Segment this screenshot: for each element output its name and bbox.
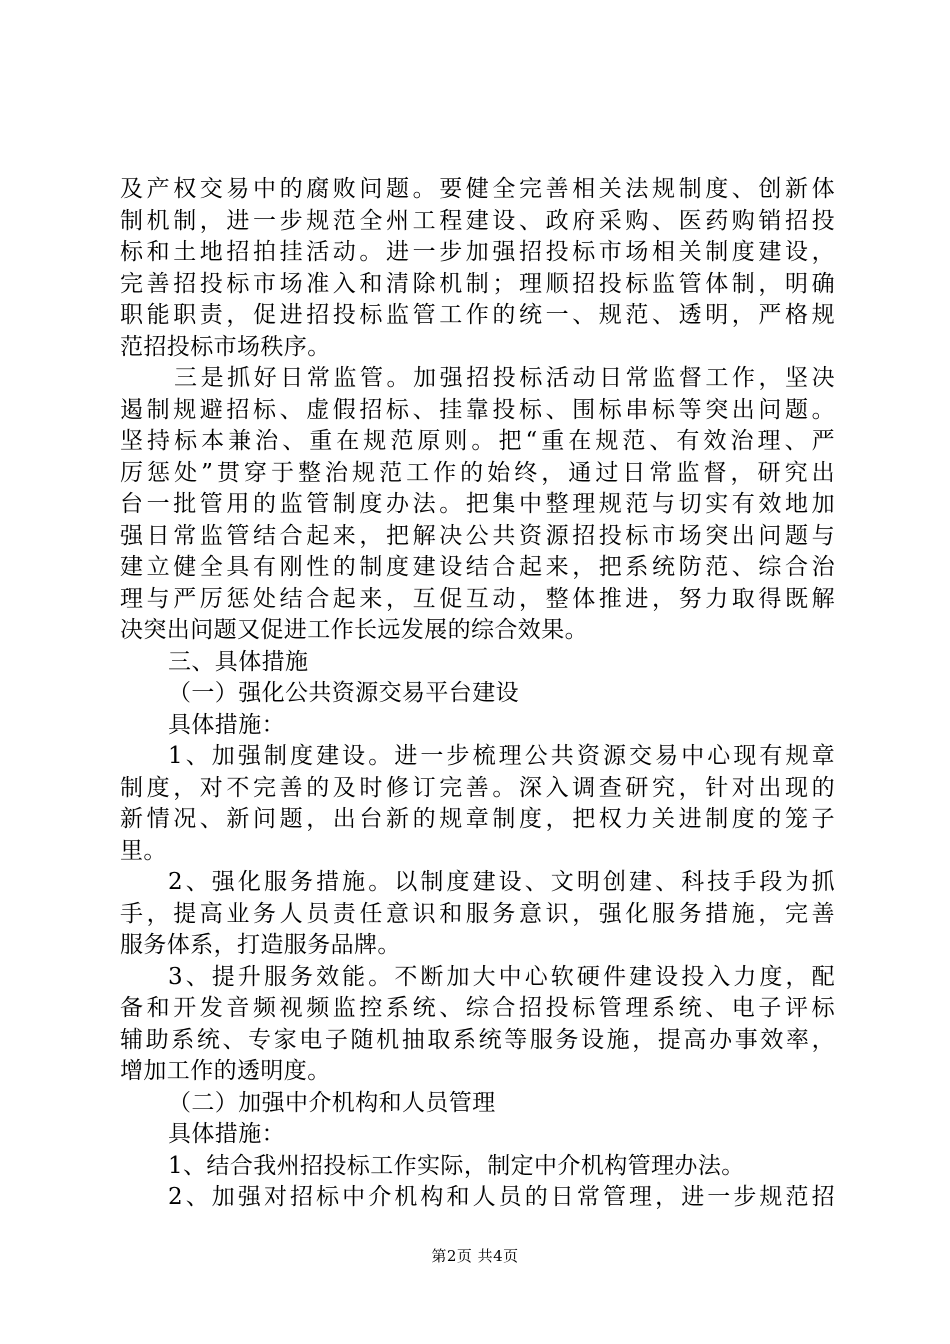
text-line: 3、提升服务效能。不断加大中心软硬件建设投入力度，配 <box>168 963 835 990</box>
text-line: 制度，对不完善的及时修订完善。深入调查研究，针对出现的 <box>120 774 835 801</box>
text-line: 服务体系，打造服务品牌。 <box>120 932 401 958</box>
text-line: 具体措施： <box>168 711 285 738</box>
text-line: 台一批管用的监管制度办法。把集中整理规范与切实有效地加 <box>120 491 835 517</box>
text-line: 里。 <box>120 837 167 864</box>
text-line: 三、具体措施 <box>168 648 309 675</box>
text-line: 范招投标市场秩序。 <box>120 333 331 360</box>
text-line: 制机制，进一步规范全州工程建设、政府采购、医药购销招投 <box>120 207 835 234</box>
text-line: 手，提高业务人员责任意识和服务意识，强化服务措施，完善 <box>120 900 835 927</box>
text-line: 1、结合我州招投标工作实际，制定中介机构管理办法。 <box>168 1152 745 1179</box>
text-line: 强日常监管结合起来，把解决公共资源招投标市场突出问题与 <box>120 522 835 549</box>
text-line: 1、加强制度建设。进一步梳理公共资源交易中心现有规章 <box>168 743 835 769</box>
text-line: 遏制规避招标、虚假招标、挂靠投标、围标串标等突出问题。 <box>120 396 835 423</box>
text-line: 完善招投标市场准入和清除机制；理顺招投标监管体制，明确 <box>120 270 835 297</box>
text-line: 2、加强对招标中介机构和人员的日常管理，进一步规范招 <box>168 1184 835 1210</box>
text-line: 职能职责，促进招投标监管工作的统一、规范、透明，严格规 <box>120 302 835 328</box>
text-line: 坚持标本兼治、重在规范原则。把“重在规范、有效治理、严 <box>120 428 835 454</box>
text-line: 2、强化服务措施。以制度建设、文明创建、科技手段为抓 <box>168 869 835 895</box>
text-line: 厉惩处”贯穿于整治规范工作的始终，通过日常监督，研究出 <box>120 459 835 486</box>
text-line: 及产权交易中的腐败问题。要健全完善相关法规制度、创新体 <box>120 176 835 202</box>
text-line: 三是抓好日常监管。加强招投标活动日常监督工作，坚决 <box>174 365 835 391</box>
text-line: 标和土地招拍挂活动。进一步加强招投标市场相关制度建设， <box>120 239 835 265</box>
text-line: （二）加强中介机构和人员管理 <box>168 1089 496 1116</box>
text-line: 增加工作的透明度。 <box>120 1058 331 1084</box>
text-line: 新情况、新问题，出台新的规章制度，把权力关进制度的笼子 <box>120 806 835 832</box>
page-footer: 第2页 共4页 <box>431 1247 519 1265</box>
text-line: 建立健全具有刚性的制度建设结合起来，把系统防范、综合治 <box>120 554 835 580</box>
text-line: 决突出问题又促进工作长远发展的综合效果。 <box>120 617 588 643</box>
text-line: 辅助系统、专家电子随机抽取系统等服务设施，提高办事效率， <box>120 1026 835 1053</box>
document-body <box>120 174 835 1214</box>
text-line: 备和开发音频视频监控系统、综合招投标管理系统、电子评标 <box>120 995 835 1021</box>
text-line: 具体措施： <box>168 1121 285 1147</box>
text-line: 理与严厉惩处结合起来，互促互动，整体推进，努力取得既解 <box>120 585 835 612</box>
text-line: （一）强化公共资源交易平台建设 <box>168 680 519 706</box>
